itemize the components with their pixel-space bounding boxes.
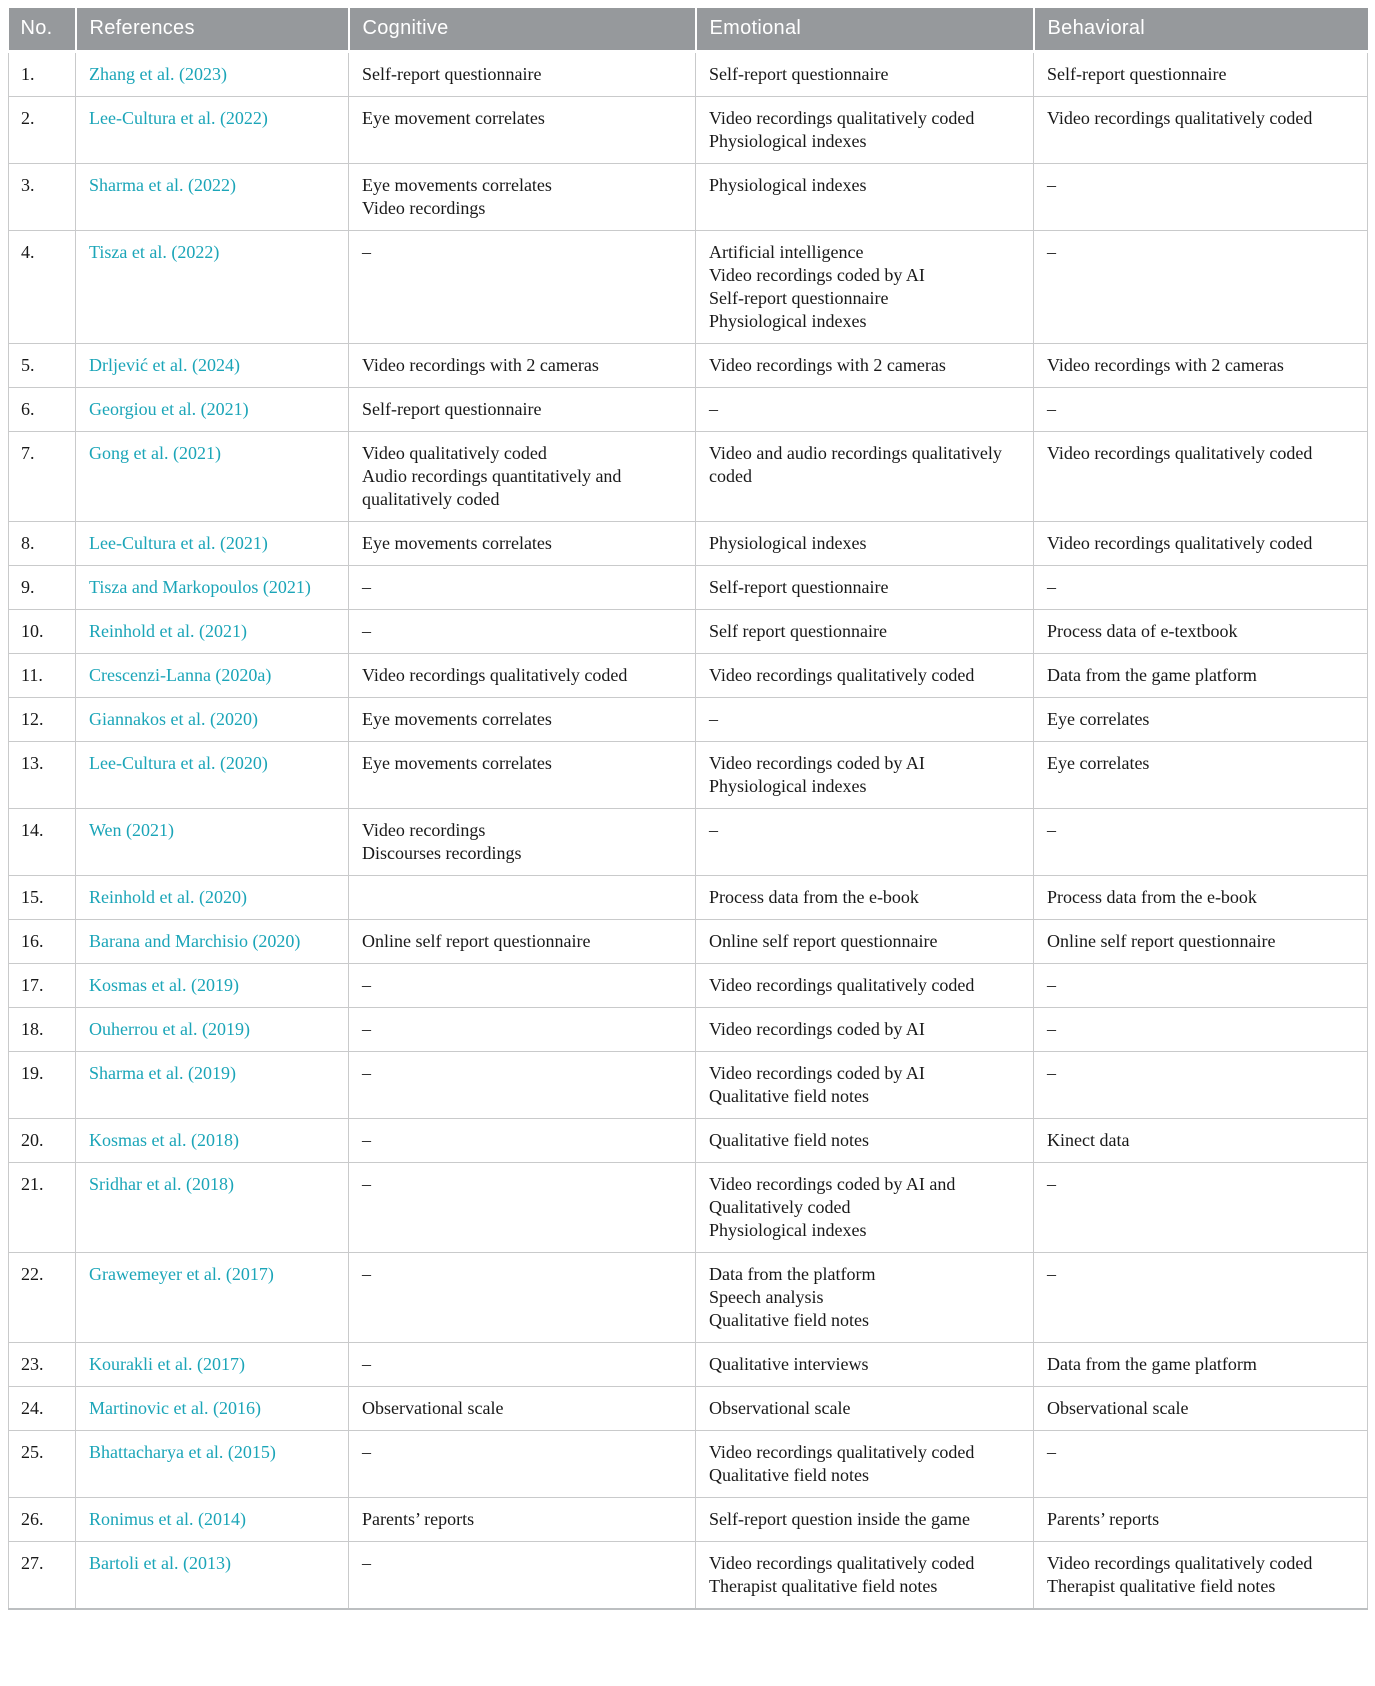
reference-link[interactable]: Sharma et al. (2019) xyxy=(89,1063,236,1083)
cell-row-number: 22. xyxy=(9,1253,76,1343)
cell-row-number: 14. xyxy=(9,809,76,876)
emotional-method-item: Physiological indexes xyxy=(709,175,867,195)
cell-behavioral xyxy=(1034,231,1368,344)
cell-behavioral xyxy=(1034,344,1368,388)
column-header-no: No. xyxy=(9,8,76,52)
cell-cognitive xyxy=(349,164,696,231)
table-row xyxy=(9,742,1368,809)
cell-reference xyxy=(76,522,349,566)
cell-row-number: 4. xyxy=(9,231,76,344)
behavioral-method-item: Video recordings qualitatively coded xyxy=(1047,1553,1313,1573)
cell-behavioral xyxy=(1034,432,1368,522)
cognitive-method-item: Eye movements correlates xyxy=(362,753,552,773)
cell-emotional xyxy=(696,432,1034,522)
cell-row-number: 24. xyxy=(9,1387,76,1431)
cell-emotional xyxy=(696,742,1034,809)
reference-link[interactable]: Bhattacharya et al. (2015) xyxy=(89,1442,276,1462)
reference-link[interactable]: Georgiou et al. (2021) xyxy=(89,399,249,419)
table-row xyxy=(9,698,1368,742)
table-row xyxy=(9,522,1368,566)
cell-cognitive xyxy=(349,920,696,964)
emotional-method-item: Qualitative field notes xyxy=(709,1130,869,1150)
table-row xyxy=(9,1542,1368,1610)
emotional-method-item: Video recordings with 2 cameras xyxy=(709,355,946,375)
cell-cognitive xyxy=(349,566,696,610)
reference-link[interactable]: Lee-Cultura et al. (2021) xyxy=(89,533,268,553)
table-row xyxy=(9,1387,1368,1431)
cell-reference xyxy=(76,1431,349,1498)
emotional-method-item: Video recordings qualitatively coded xyxy=(709,665,975,685)
emotional-method-item: Physiological indexes xyxy=(709,776,867,796)
reference-link[interactable]: Tisza and Markopoulos (2021) xyxy=(89,577,311,597)
cell-reference xyxy=(76,1498,349,1542)
cell-behavioral xyxy=(1034,654,1368,698)
reference-link[interactable]: Ouherrou et al. (2019) xyxy=(89,1019,250,1039)
cell-behavioral xyxy=(1034,1431,1368,1498)
emotional-method-item: Process data from the e-book xyxy=(709,887,919,907)
cognitive-method-item: Video recordings xyxy=(362,820,486,840)
table-header xyxy=(9,8,1368,52)
emotional-method-item: Video recordings coded by AI xyxy=(709,753,925,773)
emotional-method-item: Video recordings qualitatively coded xyxy=(709,1553,975,1573)
behavioral-method-item: Data from the game platform xyxy=(1047,665,1257,685)
emotional-method-item: Video recordings coded by AI xyxy=(709,1019,925,1039)
reference-link[interactable]: Kosmas et al. (2019) xyxy=(89,975,239,995)
cognitive-method-item: Self-report questionnaire xyxy=(362,399,542,419)
cognitive-method-item: – xyxy=(362,577,371,597)
cell-cognitive xyxy=(349,1343,696,1387)
cell-row-number: 18. xyxy=(9,1008,76,1052)
cell-cognitive xyxy=(349,809,696,876)
emotional-method-item: Physiological indexes xyxy=(709,533,867,553)
behavioral-method-item: Parents’ reports xyxy=(1047,1509,1160,1529)
emotional-method-item: Video and audio recordings qualitatively coded xyxy=(709,443,1002,486)
cognitive-method-item: Eye movements correlates xyxy=(362,533,552,553)
cell-emotional xyxy=(696,920,1034,964)
behavioral-method-item: Eye correlates xyxy=(1047,709,1150,729)
emotional-method-item: Qualitative interviews xyxy=(709,1354,869,1374)
emotional-method-item: Self-report questionnaire xyxy=(709,288,889,308)
cell-behavioral xyxy=(1034,742,1368,809)
cell-reference xyxy=(76,164,349,231)
table-row xyxy=(9,920,1368,964)
behavioral-method-item: – xyxy=(1047,1063,1056,1083)
cognitive-method-item: – xyxy=(362,1354,371,1374)
behavioral-method-item: – xyxy=(1047,399,1056,419)
behavioral-method-item: Kinect data xyxy=(1047,1130,1130,1150)
cell-cognitive xyxy=(349,698,696,742)
cognitive-method-item: – xyxy=(362,1063,371,1083)
table-row xyxy=(9,1163,1368,1253)
cell-row-number: 3. xyxy=(9,164,76,231)
cell-emotional xyxy=(696,876,1034,920)
cell-cognitive xyxy=(349,1431,696,1498)
behavioral-method-item: – xyxy=(1047,1174,1056,1194)
cell-reference xyxy=(76,1343,349,1387)
cell-cognitive xyxy=(349,1387,696,1431)
cell-behavioral xyxy=(1034,97,1368,164)
table-row xyxy=(9,1253,1368,1343)
cell-emotional xyxy=(696,1343,1034,1387)
cell-row-number: 10. xyxy=(9,610,76,654)
reference-link[interactable]: Kourakli et al. (2017) xyxy=(89,1354,245,1374)
cell-reference xyxy=(76,388,349,432)
behavioral-method-item: – xyxy=(1047,577,1056,597)
cell-cognitive xyxy=(349,1498,696,1542)
cell-emotional xyxy=(696,1431,1034,1498)
behavioral-method-item: – xyxy=(1047,1264,1056,1284)
cognitive-method-item: – xyxy=(362,975,371,995)
cognitive-method-item: – xyxy=(362,1553,371,1573)
column-header-references: References xyxy=(76,8,349,52)
emotional-method-item: Self report questionnaire xyxy=(709,621,887,641)
cell-row-number: 19. xyxy=(9,1052,76,1119)
cognitive-method-item: Video recordings xyxy=(362,198,486,218)
emotional-method-item: Video recordings qualitatively coded xyxy=(709,1442,975,1462)
cell-cognitive xyxy=(349,1253,696,1343)
cell-cognitive xyxy=(349,1163,696,1253)
emotional-method-item: Physiological indexes xyxy=(709,311,867,331)
cell-emotional xyxy=(696,654,1034,698)
cognitive-method-item: – xyxy=(362,621,371,641)
table-row xyxy=(9,231,1368,344)
table-row xyxy=(9,432,1368,522)
cell-cognitive xyxy=(349,231,696,344)
cell-reference xyxy=(76,698,349,742)
behavioral-method-item: Process data of e-textbook xyxy=(1047,621,1238,641)
reference-link[interactable]: Wen (2021) xyxy=(89,820,175,840)
cell-reference xyxy=(76,1542,349,1610)
reference-link[interactable]: Drljević et al. (2024) xyxy=(89,355,240,375)
behavioral-method-item: – xyxy=(1047,1442,1056,1462)
behavioral-method-item: – xyxy=(1047,175,1056,195)
behavioral-method-item: Video recordings qualitatively coded xyxy=(1047,443,1313,463)
emotional-method-item: Physiological indexes xyxy=(709,131,867,151)
behavioral-method-item: Data from the game platform xyxy=(1047,1354,1257,1374)
emotional-method-item: Observational scale xyxy=(709,1398,851,1418)
table-row xyxy=(9,1498,1368,1542)
cell-behavioral xyxy=(1034,522,1368,566)
table-row xyxy=(9,52,1368,97)
cell-emotional xyxy=(696,964,1034,1008)
cell-behavioral xyxy=(1034,566,1368,610)
cell-row-number: 20. xyxy=(9,1119,76,1163)
reference-link[interactable]: Giannakos et al. (2020) xyxy=(89,709,258,729)
column-header-cognitive: Cognitive xyxy=(349,8,696,52)
table-row xyxy=(9,388,1368,432)
cell-behavioral xyxy=(1034,1008,1368,1052)
cell-reference xyxy=(76,876,349,920)
cell-emotional xyxy=(696,344,1034,388)
cell-row-number: 6. xyxy=(9,388,76,432)
cell-behavioral xyxy=(1034,164,1368,231)
table-row xyxy=(9,1052,1368,1119)
cognitive-method-item: Self-report questionnaire xyxy=(362,64,542,84)
reference-link[interactable]: Reinhold et al. (2021) xyxy=(89,621,247,641)
table-body xyxy=(9,52,1368,1610)
reference-link[interactable]: Barana and Marchisio (2020) xyxy=(89,931,301,951)
cognitive-method-item: Discourses recordings xyxy=(362,843,522,863)
behavioral-method-item: Observational scale xyxy=(1047,1398,1189,1418)
cell-cognitive xyxy=(349,388,696,432)
table-row xyxy=(9,1008,1368,1052)
reference-link[interactable]: Sridhar et al. (2018) xyxy=(89,1174,234,1194)
cell-row-number: 27. xyxy=(9,1542,76,1610)
cell-emotional xyxy=(696,1498,1034,1542)
cell-behavioral xyxy=(1034,1163,1368,1253)
cell-emotional xyxy=(696,164,1034,231)
cell-cognitive xyxy=(349,1119,696,1163)
emotional-method-item: Data from the platform xyxy=(709,1264,876,1284)
behavioral-method-item: Video recordings qualitatively coded xyxy=(1047,108,1313,128)
cell-reference xyxy=(76,964,349,1008)
cell-emotional xyxy=(696,610,1034,654)
cognitive-method-item: Parents’ reports xyxy=(362,1509,475,1529)
table-row xyxy=(9,809,1368,876)
cell-cognitive xyxy=(349,52,696,97)
cognitive-method-item: – xyxy=(362,242,371,262)
emotional-method-item: Video recordings qualitatively coded xyxy=(709,108,975,128)
reference-link[interactable]: Bartoli et al. (2013) xyxy=(89,1553,231,1573)
cell-emotional xyxy=(696,231,1034,344)
cell-behavioral xyxy=(1034,1119,1368,1163)
cognitive-method-item: – xyxy=(362,1019,371,1039)
table-row xyxy=(9,566,1368,610)
cell-behavioral xyxy=(1034,876,1368,920)
cell-row-number: 16. xyxy=(9,920,76,964)
behavioral-method-item: Process data from the e-book xyxy=(1047,887,1257,907)
cell-reference xyxy=(76,344,349,388)
cell-behavioral xyxy=(1034,1052,1368,1119)
cell-cognitive xyxy=(349,432,696,522)
table-row xyxy=(9,164,1368,231)
emotional-method-item: Video recordings qualitatively coded xyxy=(709,975,975,995)
emotional-method-item: Video recordings coded by AI and Qualitatively coded xyxy=(709,1174,956,1217)
cell-cognitive xyxy=(349,742,696,809)
emotional-method-item: Self-report questionnaire xyxy=(709,577,889,597)
table-row xyxy=(9,876,1368,920)
table-row xyxy=(9,344,1368,388)
emotional-method-item: – xyxy=(709,399,718,419)
cell-behavioral xyxy=(1034,1343,1368,1387)
cell-emotional xyxy=(696,388,1034,432)
header-row xyxy=(9,8,1368,52)
cell-row-number: 17. xyxy=(9,964,76,1008)
cell-row-number: 12. xyxy=(9,698,76,742)
cell-cognitive xyxy=(349,522,696,566)
cell-reference xyxy=(76,1052,349,1119)
emotional-method-item: Video recordings coded by AI xyxy=(709,265,925,285)
emotional-method-item: Online self report questionnaire xyxy=(709,931,938,951)
reference-link[interactable]: Lee-Cultura et al. (2022) xyxy=(89,108,268,128)
cell-reference xyxy=(76,1253,349,1343)
cell-reference xyxy=(76,566,349,610)
cell-reference xyxy=(76,809,349,876)
cell-reference xyxy=(76,1387,349,1431)
cognitive-method-item: Video recordings with 2 cameras xyxy=(362,355,599,375)
reference-link[interactable]: Gong et al. (2021) xyxy=(89,443,221,463)
cell-emotional xyxy=(696,1253,1034,1343)
cell-emotional xyxy=(696,1119,1034,1163)
cell-cognitive xyxy=(349,876,696,920)
behavioral-method-item: Therapist qualitative field notes xyxy=(1047,1576,1276,1596)
cell-row-number: 23. xyxy=(9,1343,76,1387)
reference-link[interactable]: Crescenzi-Lanna (2020a) xyxy=(89,665,272,685)
behavioral-method-item: Eye correlates xyxy=(1047,753,1150,773)
cognitive-method-item: Observational scale xyxy=(362,1398,504,1418)
reference-link[interactable]: Grawemeyer et al. (2017) xyxy=(89,1264,274,1284)
cell-row-number: 9. xyxy=(9,566,76,610)
cell-reference xyxy=(76,742,349,809)
cell-emotional xyxy=(696,1542,1034,1610)
cell-cognitive xyxy=(349,610,696,654)
cell-cognitive xyxy=(349,344,696,388)
table-row xyxy=(9,97,1368,164)
behavioral-method-item: Online self report questionnaire xyxy=(1047,931,1276,951)
cell-row-number: 8. xyxy=(9,522,76,566)
column-header-emotional: Emotional xyxy=(696,8,1034,52)
cell-row-number: 7. xyxy=(9,432,76,522)
cognitive-method-item: Eye movement correlates xyxy=(362,108,545,128)
table-row xyxy=(9,964,1368,1008)
cell-behavioral xyxy=(1034,1542,1368,1610)
cell-row-number: 11. xyxy=(9,654,76,698)
cell-emotional xyxy=(696,1052,1034,1119)
cell-cognitive xyxy=(349,1542,696,1610)
table-row xyxy=(9,610,1368,654)
table-row xyxy=(9,1343,1368,1387)
cell-behavioral xyxy=(1034,1498,1368,1542)
cell-reference xyxy=(76,1008,349,1052)
emotional-method-item: Qualitative field notes xyxy=(709,1310,869,1330)
emotional-method-item: Qualitative field notes xyxy=(709,1086,869,1106)
cell-row-number: 5. xyxy=(9,344,76,388)
cognitive-method-item: Eye movements correlates xyxy=(362,709,552,729)
behavioral-method-item: – xyxy=(1047,820,1056,840)
reference-link[interactable]: Sharma et al. (2022) xyxy=(89,175,236,195)
cell-emotional xyxy=(696,52,1034,97)
cognitive-method-item: Eye movements correlates xyxy=(362,175,552,195)
cell-row-number: 21. xyxy=(9,1163,76,1253)
behavioral-method-item: – xyxy=(1047,242,1056,262)
emotional-method-item: Qualitative field notes xyxy=(709,1465,869,1485)
cell-emotional xyxy=(696,698,1034,742)
reference-link[interactable]: Martinovic et al. (2016) xyxy=(89,1398,261,1418)
behavioral-method-item: Video recordings qualitatively coded xyxy=(1047,533,1313,553)
emotional-method-item: Self-report questionnaire xyxy=(709,64,889,84)
cell-behavioral xyxy=(1034,920,1368,964)
cell-row-number: 2. xyxy=(9,97,76,164)
cell-row-number: 1. xyxy=(9,52,76,97)
emotional-method-item: Artificial intelligence xyxy=(709,242,864,262)
cognitive-method-item: – xyxy=(362,1174,371,1194)
cell-reference xyxy=(76,97,349,164)
cell-emotional xyxy=(696,566,1034,610)
cell-row-number: 25. xyxy=(9,1431,76,1498)
cell-behavioral xyxy=(1034,809,1368,876)
emotional-method-item: Speech analysis xyxy=(709,1287,824,1307)
cell-reference xyxy=(76,52,349,97)
methods-table xyxy=(8,8,1368,1610)
cell-cognitive xyxy=(349,97,696,164)
cell-cognitive xyxy=(349,654,696,698)
behavioral-method-item: Video recordings with 2 cameras xyxy=(1047,355,1284,375)
cell-emotional xyxy=(696,1008,1034,1052)
cell-reference xyxy=(76,432,349,522)
behavioral-method-item: – xyxy=(1047,975,1056,995)
emotional-method-item: Self-report question inside the game xyxy=(709,1509,970,1529)
emotional-method-item: Physiological indexes xyxy=(709,1220,867,1240)
cell-row-number: 13. xyxy=(9,742,76,809)
emotional-method-item: – xyxy=(709,820,718,840)
cell-emotional xyxy=(696,522,1034,566)
cell-reference xyxy=(76,231,349,344)
cognitive-method-item: Video qualitatively coded xyxy=(362,443,547,463)
cell-emotional xyxy=(696,1387,1034,1431)
cell-behavioral xyxy=(1034,1253,1368,1343)
cell-emotional xyxy=(696,1163,1034,1253)
emotional-method-item: – xyxy=(709,709,718,729)
reference-link[interactable]: Zhang et al. (2023) xyxy=(89,64,227,84)
reference-link[interactable]: Ronimus et al. (2014) xyxy=(89,1509,246,1529)
behavioral-method-item: Self-report questionnaire xyxy=(1047,64,1227,84)
behavioral-method-item: – xyxy=(1047,1019,1056,1039)
cell-behavioral xyxy=(1034,964,1368,1008)
cell-row-number: 26. xyxy=(9,1498,76,1542)
cell-behavioral xyxy=(1034,610,1368,654)
cell-reference xyxy=(76,610,349,654)
table-row xyxy=(9,1119,1368,1163)
emotional-method-item: Video recordings coded by AI xyxy=(709,1063,925,1083)
cell-behavioral xyxy=(1034,52,1368,97)
cell-reference xyxy=(76,654,349,698)
cell-cognitive xyxy=(349,1052,696,1119)
column-header-behavioral: Behavioral xyxy=(1034,8,1368,52)
cognitive-method-item: – xyxy=(362,1442,371,1462)
reference-link[interactable]: Kosmas et al. (2018) xyxy=(89,1130,239,1150)
emotional-method-item: Therapist qualitative field notes xyxy=(709,1576,938,1596)
cognitive-method-item: Audio recordings quantitatively and qualitatively coded xyxy=(362,466,622,509)
cognitive-method-item: Online self report questionnaire xyxy=(362,931,591,951)
table-row xyxy=(9,1431,1368,1498)
cell-reference xyxy=(76,920,349,964)
cell-reference xyxy=(76,1163,349,1253)
cognitive-method-item: – xyxy=(362,1130,371,1150)
cognitive-method-item: – xyxy=(362,1264,371,1284)
table-row xyxy=(9,654,1368,698)
cell-reference xyxy=(76,1119,349,1163)
reference-link[interactable]: Reinhold et al. (2020) xyxy=(89,887,247,907)
cell-emotional xyxy=(696,97,1034,164)
cognitive-method-item: Video recordings qualitatively coded xyxy=(362,665,628,685)
cell-behavioral xyxy=(1034,698,1368,742)
reference-link[interactable]: Tisza et al. (2022) xyxy=(89,242,220,262)
reference-link[interactable]: Lee-Cultura et al. (2020) xyxy=(89,753,268,773)
cell-behavioral xyxy=(1034,388,1368,432)
cell-behavioral xyxy=(1034,1387,1368,1431)
cell-row-number: 15. xyxy=(9,876,76,920)
cell-emotional xyxy=(696,809,1034,876)
cell-cognitive xyxy=(349,1008,696,1052)
cell-cognitive xyxy=(349,964,696,1008)
